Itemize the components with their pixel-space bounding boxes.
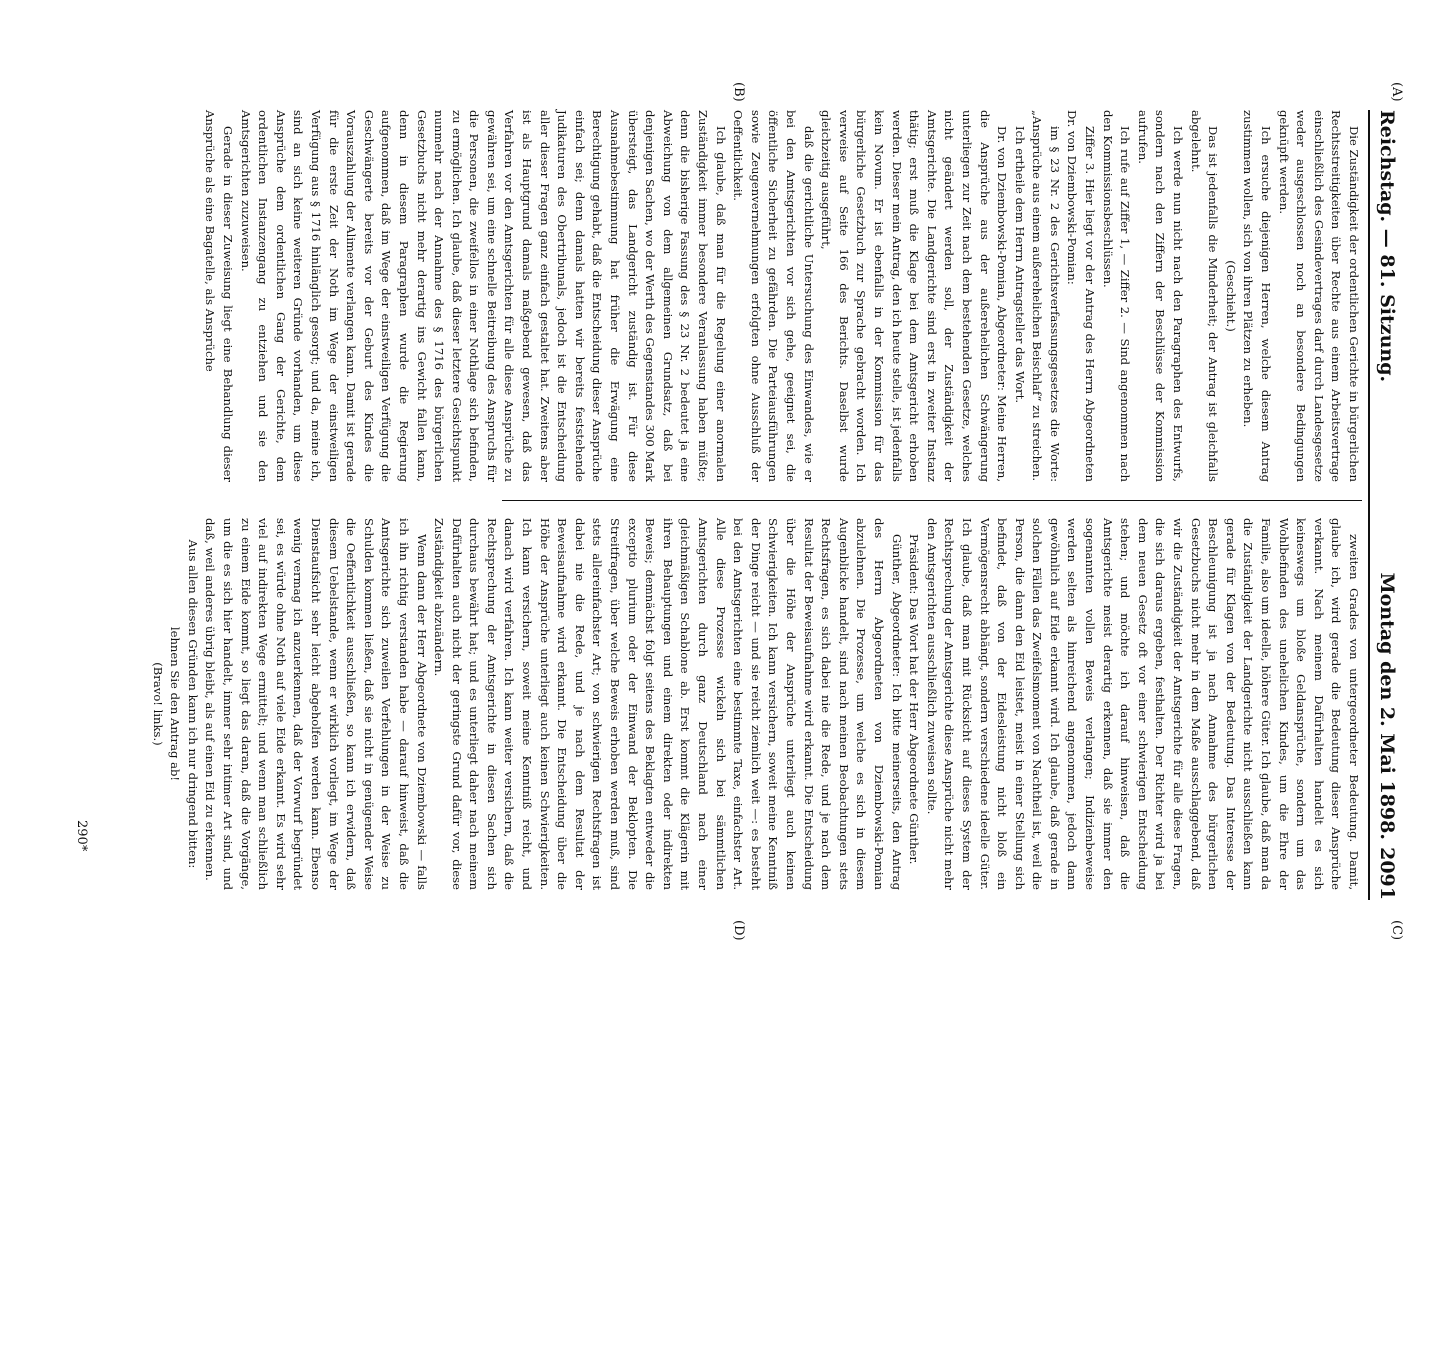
paragraph: Das ist jedenfalls die Minderheit; der Antrag ist gleichfalls abgelehnt.	[1188, 110, 1221, 482]
header-left: Reichstag. — 81. Sitzung.	[1376, 110, 1398, 383]
paragraph: Gerade in dieser Zuweisung liegt eine Behandlung dieser Ansprüche als eine Bagatelle, als Ansprüche	[203, 110, 235, 482]
margin-mark-b: (B)	[731, 82, 746, 102]
paragraph: Ich glaube, daß man für die Regelung einer anormalen Zuständigkeit immer besondere Veranlassung haben müßte; denn die bisherige Fassung des § 23 Nr. 2 bedeutet ja eine Abweichung von dem allgemeinen Grundsatz, daß bei denjenigen Sachen, wo der Werth des Gegenstandes 300 Mark übersteigt, das Landgericht zuständig ist. Für diese Ausnahmebestimmung hat früher die Erwägung eine Berechtigung gehabt, daß die Entscheidung dieser Ansprüche einfach sei; denn damals hatten wir bereits feststehende Judikaturen des Obertribunals, jedoch ist die Entscheidung aller dieser Fragen ganz einfach gestaltet hat. Zweitens aber ist als Hauptgrund damals maßgebend gewesen, daß das Verfahren vor den Amtsgerichten für alle diese Ansprüche zu gewähren sei, um eine schnelle Beitreibung des Anspruchs für die Personen, die zweifellos in einer Nothlage sich befinden, zu ermöglichen. Ich glaube, daß dieser letztere Gesichtspunkt nunmehr nach der Annahme des § 1716 des bürgerlichen Gesetzbuchs nicht mehr derartig ins Gewicht fallen kann, denn in diesem Paragraphen wurde die Regierung aufgenommen, daß im Wege der einstweiligen Verfügung die Geschwängerte bereits vor der Geburt des Kindes die Vorauszahlung der Alimente verlangen kann. Damit ist gerade für die erste Zeit der Noth im Wege der einstweiligen Verfügung aus § 1716 hinlänglich gesorgt; und da, meine ich, sind an sich keine weiteren Gründe vorhanden, um diese Ansprüche dem ordentlichen Gang der Gerichte, dem ordentlichen Instanzengang zu entziehen und sie den Amtsgerichten zuzuweisen.	[238, 110, 728, 482]
margin-mark-c: (C)	[1389, 920, 1404, 941]
running-header	[1368, 110, 1404, 900]
paragraph: Präsident: Das Wort hat der Herr Abgeordnete Günther.	[907, 534, 922, 865]
paragraph: (Bravo! links.)	[150, 662, 165, 746]
paragraph: Aus allen diesen Gründen kann ich nur dringend bitten: lehnen Sie den Antrag ab!	[168, 539, 200, 869]
paragraph: Ich ertheile dem Herrn Antragsteller das Wort.	[1012, 126, 1027, 404]
margin-mark-a: (A)	[1389, 82, 1404, 102]
paragraph: zweiten Grades von untergeordneter Bedeutung. Damit, glaube ich, wird gerade die Bedeutung dieser Ansprüche verkannt. Nach meinem Dafürhalten handelt es sich keineswegs um bloße Geldansprüche, sondern um das Wohlbefinden des unehelichen Kindes, um die Ehre der Familie, also um ideelle, höhere Güter. Ich glaube, daß man da die Zuständigkeit der Landgerichte nicht ausschließen kann gerade für Klagen von der Bedeutung. Das Interesse der Beschleunigung ist ja nach Annahme des bürgerlichen Gesetzbuchs nicht mehr in dem Maße ausschlaggebend, daß wir die Zuständigkeit der Amtsgerichte für alle diese Fragen, die sich daraus ergeben, festhalten. Der Richter wird ja bei dem neuen Gesetz oft vor einer schwierigen Entscheidung stehen; und möchte ich darauf hinweisen, daß die Amtsgerichte meist derartig erkennen, daß sie immer den sogenannten vollen Beweis verlangen; Indizienbeweise werden selten als hinreichend angenommen, jedoch dann gewöhnlich auf Eide erkannt wird. Ich glaube, daß gerade in solchen Fällen das Zweifelsmoment von Nachtheil ist, weil die Person, die dann den Eid leistet, meist in einer Stellung sich befindet, daß von der Eidesleistung nicht bloß ein Vermögensrecht abhängt, sondern verschiedene ideelle Güter. Ich glaube, daß man mit Rücksicht auf dieses System der Rechtsprechung der Amtsgerichte diese Ansprüche nicht mehr den Amtsgerichten ausschließlich zuweisen sollte.	[924, 518, 1361, 890]
right-column	[150, 518, 1362, 890]
paragraph: Ziffer 3. Hier liegt vor der Antrag des Herrn Abgeordneten Dr. von Dziembowski-Pomian:	[1065, 110, 1098, 482]
header-right: Montag den 2. Mai 1898.	[1376, 572, 1398, 840]
paragraph: (Geschieht.)	[1223, 260, 1238, 332]
paragraph: Dr. von Dziembowski-Pomian, Abgeordneter: Meine Herren, die Ansprüche aus der außerehelichen Schwängerung unterliegen zur Zeit nach dem bestehenden Gesetze, welches nicht geändert werden soll, der Zuständigkeit der Amtsgerichte. Die Landgerichte sind erst in zweiter Instanz thätig; erst muß die Klage bei dem Amtsgericht erhoben werden. Dieser mein Antrag, den ich heute stelle, ist jedenfalls kein Novum. Er ist ebenfalls in der Kommission für das bürgerliche Gesetzbuch zur Sprache gebracht worden. Ich verweise auf Seite 166 des Berichts. Daselbst wurde gleichzeitig ausgeführt,	[819, 110, 1010, 482]
paragraph: im § 23 Nr. 2 des Gerichtsverfassungsgesetzes die Worte: „Ansprüche aus einem außerehelichen Beischlaf“ zu streichen.	[1030, 110, 1062, 482]
paragraph: Die Zuständigkeit der ordentlichen Gerichte in bürgerlichen Rechtsstreitigkeiten über Rechte aus einem Arbeitsvertrage einschließlich des Gesindevertrages darf durch Landesgesetze weder ausgeschlossen noch an besondere Bedingungen geknüpft werden.	[1276, 110, 1361, 482]
paragraph: Ich ersuche diejenigen Herren, welche diesem Antrag zustimmen wollen, sich von ihren Plätzen zu erheben.	[1241, 110, 1274, 482]
left-column	[203, 110, 1362, 482]
page-signature: 290*	[74, 820, 89, 852]
paragraph: Wenn dann der Herr Abgeordnete von Dziembowski — falls ich ihn richtig verstanden habe — darauf hinweist, daß die Amtsgerichte sich zuweilen Verfehlungen in der Weise zu Schulden kommen ließen, daß sie nicht in genügender Weise die Oeffentlichkeit ausschließen, so kann ich erwidern, daß diesem Uebelstande, wenn er wirklich vorliegt, im Wege der Dienstaufsicht sehr leicht abgeholfen werden kann. Ebenso wenig vermag ich anzuerkennen, daß der Vorwurf begründet sei, es würde ohne Noth auf viele Eide erkannt. Es wird sehr viel auf indirekten Wege ermittelt; und wenn man schließlich zu einem Eide kommt, so liegt das daran, daß die Vorgänge, um die es sich hier handelt, immer sehr intimer Art sind, und daß, weil anderes übrig bleibt, als auf einen Eid zu erkennen.	[203, 518, 429, 890]
paragraph: daß die gerichtliche Untersuchung des Einwandes, wie er bei den Amtsgerichten vor sich gehe, geeignet sei, die öffentliche Sicherheit zu gefährden. Die Parteiausführungen sowie Zeugenvernehmungen erfolgten ohne Ausschluß der Oeffentlichkeit.	[731, 110, 816, 482]
margin-mark-d: (D)	[731, 920, 746, 941]
column-rule	[502, 500, 1362, 501]
paragraph: Ich rufe auf Ziffer 1, — Ziffer 2. — Sind angenommen nach den Kommissionsbeschlüssen.	[1100, 110, 1133, 482]
paragraph: Günther, Abgeordneter: Ich bitte meinerseits, den Antrag des Herrn Abgeordneten von Dziembowski-Pomian abzulehnen. Die Prozesse, um welche es sich in diesem Augenblicke handelt, sind nach meinen Beobachtungen stets Rechtsfragen, es sich dabei nie die Rede, und je nach dem Resultat der Beweisaufnahme wird erkannt. Die Entscheidung über die Höhe der Ansprüche unterliegt auch keinen Schwierigkeiten. Ich kann versichern, soweit meine Kenntniß der Dinge reicht — und sie reicht ziemlich weit —: es besteht bei den Amtsgerichten eine bestimmte Taxe, einfachster Art. Alle diese Prozesse wickeln sich bei sämmtlichen Amtsgerichten durch ganz Deutschland nach einer gleichmäßigen Schablone ab. Erst kommt die Klägerin mit ihren Behauptungen und einem direkten oder indirekten Beweis; demnächst folgt seitens des Beklagten entweder die exceptio plurium oder der Einwand der Beklopten. Die Streitfragen, über welche Beweis erhoben werden muß, sind stets allereinfachster Art; von schwierigen Rechtsfragen ist dabei nie die Rede, und je nach dem Resultat der Beweisaufnahme wird erkannt. Die Entscheidung über die Höhe der Ansprüche unterliegt auch keinen Schwierigkeiten. Ich kann versichern, soweit meine Kenntniß reicht, und danach wird verfahren. Ich kann weiter versichern, daß die Rechtsprechung der Amtsgerichte in diesen Sachen sich durchaus bewährt hat; und es unterliegt daher nach meinem Dafürhalten auch nicht der geringste Grund dafür vor, diese Zuständigkeit abzuändern.	[432, 518, 904, 890]
paragraph: Ich werde nun nicht nach den Paragraphen des Entwurfs, sondern nach den Ziffern der Beschlüsse der Kommission aufrufen.	[1135, 110, 1186, 482]
page-number: 2091	[1376, 847, 1398, 900]
